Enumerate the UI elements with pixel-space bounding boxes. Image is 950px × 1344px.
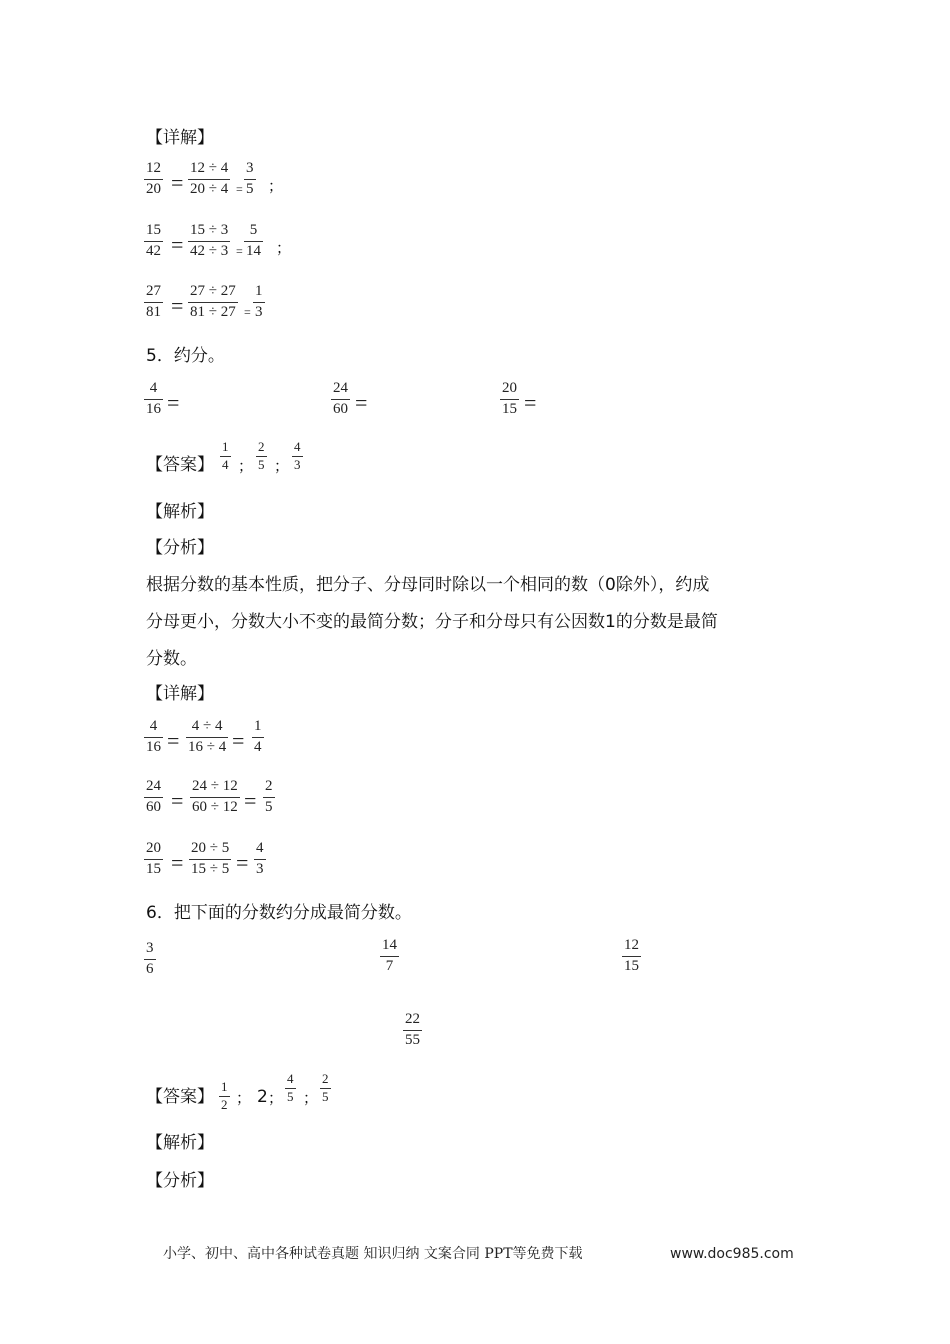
equals-sign: =	[167, 390, 180, 415]
fraction: 1 2	[221, 1079, 228, 1112]
semicolon: ；	[268, 177, 284, 195]
fraction: 4 ÷ 4 16 ÷ 4	[188, 718, 227, 755]
equals-sign: =	[524, 390, 537, 415]
semicolon: ；	[268, 1089, 284, 1107]
analysis-text-line: 分母更小，分数大小不变的最简分数；分子和分母只有公因数1的分数是最简	[146, 612, 718, 632]
semicolon: ；	[276, 239, 292, 257]
fraction: 4 16	[146, 380, 161, 417]
equals-sign: =	[171, 170, 184, 195]
equals-sign: =	[355, 390, 368, 415]
answer-label: 【答案】	[146, 455, 214, 475]
semicolon: ；	[236, 1089, 252, 1107]
semicolon: ；	[238, 457, 254, 475]
fraction: 4 16	[146, 718, 161, 755]
analysis-text-line: 分数。	[146, 649, 197, 669]
footer-url[interactable]: www.doc985.com	[670, 1246, 794, 1262]
fraction: 20 15	[146, 840, 161, 877]
semicolon: ；	[303, 1089, 319, 1107]
fraction: 20 15	[502, 380, 517, 417]
fraction: 12 20	[146, 160, 161, 197]
semicolon: ；	[274, 457, 290, 475]
equals-sign: =	[167, 728, 180, 753]
fraction: 14 7	[382, 937, 397, 974]
fraction: 24 60	[146, 778, 161, 815]
fraction: 24 ÷ 12 60 ÷ 12	[192, 778, 238, 815]
equals-sign: =	[232, 728, 245, 753]
fraction: 1 4	[222, 439, 229, 472]
equals-sign: =	[236, 850, 249, 875]
fraction: 20 ÷ 5 15 ÷ 5	[191, 840, 230, 877]
analysis-label: 【解析】	[146, 1133, 214, 1153]
equals-sign: =	[236, 244, 243, 258]
fraction: 12 15	[624, 937, 639, 974]
fraction: 4 3	[256, 840, 264, 877]
question-title: 5．约分。	[146, 346, 225, 366]
fenxi-label: 【分析】	[146, 538, 214, 558]
question-title: 6．把下面的分数约分成最简分数。	[146, 903, 412, 923]
fraction: 27 ÷ 27 81 ÷ 27	[190, 283, 236, 320]
fraction: 1 4	[254, 718, 262, 755]
equals-sign: =	[244, 788, 257, 813]
equals-sign: =	[171, 232, 184, 257]
fraction: 1 3	[255, 283, 263, 320]
fraction: 24 60	[333, 380, 348, 417]
answer-value: 2	[257, 1087, 268, 1107]
fraction: 15 42	[146, 222, 161, 259]
equals-sign: =	[171, 850, 184, 875]
fraction: 2 5	[265, 778, 273, 815]
analysis-text-line: 根据分数的基本性质，把分子、分母同时除以一个相同的数（0除外），约成	[146, 575, 710, 595]
fraction: 2 5	[258, 439, 265, 472]
fraction: 2 5	[322, 1071, 329, 1104]
equals-sign: =	[171, 293, 184, 318]
fenxi-label: 【分析】	[146, 1171, 214, 1191]
equals-sign: =	[171, 788, 184, 813]
equals-sign: =	[236, 182, 243, 196]
analysis-label: 【解析】	[146, 502, 214, 522]
fraction: 27 81	[146, 283, 161, 320]
fraction: 22 55	[405, 1011, 420, 1048]
fraction: 3 5	[246, 160, 254, 197]
fraction: 3 6	[146, 940, 154, 977]
equals-sign: =	[244, 305, 251, 319]
fraction: 4 3	[294, 439, 301, 472]
answer-label: 【答案】	[146, 1087, 214, 1107]
fraction: 5 14	[246, 222, 261, 259]
section-label-detail: 【详解】	[146, 128, 214, 148]
fraction: 12 ÷ 4 20 ÷ 4	[190, 160, 229, 197]
detail-label: 【详解】	[146, 684, 214, 704]
footer-text: 小学、初中、高中各种试卷真题 知识归纳 文案合同 PPT等免费下载	[163, 1246, 583, 1262]
fraction: 4 5	[287, 1071, 294, 1104]
fraction: 15 ÷ 3 42 ÷ 3	[190, 222, 229, 259]
